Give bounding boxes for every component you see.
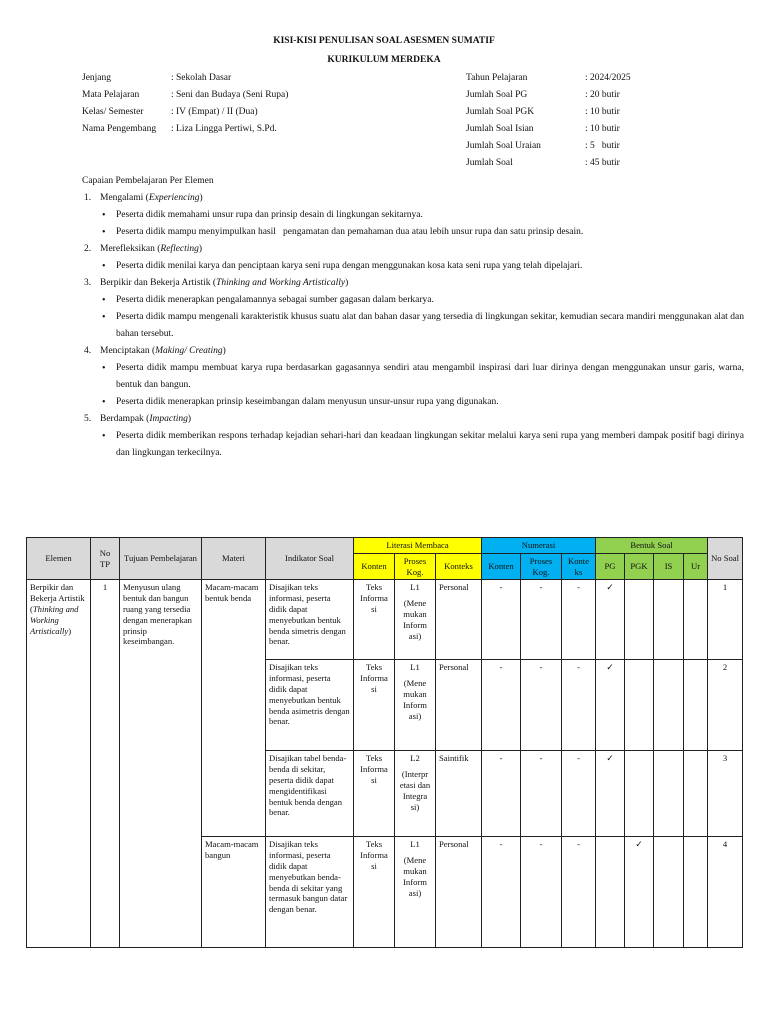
cp-point: • Peserta didik menerapkan pengalamannya sebagai sumber gagasan dalam berkarya. (82, 292, 744, 309)
cell-num-proses: - (521, 837, 562, 948)
cell-no-soal: 4 (708, 837, 743, 948)
cell-indikator: Disajikan teks informasi, peserta didik dapat menyebutkan benda-benda di sekitar yang termasuk bangun datar dengan benar. (266, 837, 354, 948)
header-no-tp: No TP (91, 538, 120, 580)
info-value: : Seni dan Budaya (Seni Rupa) (171, 90, 289, 100)
cell-pg-check: ✓ (596, 580, 625, 660)
cell-konten: Teks Informa si (354, 751, 395, 837)
cp-element-name: Berpikir dan Bekerja Artistik (Thinking and Working Artistically) (100, 278, 349, 288)
document-subtitle: KURIKULUM MERDEKA (327, 55, 441, 65)
cell-is (654, 837, 684, 948)
cell-pgk-check: ✓ (625, 837, 654, 948)
cell-num-konteks: - (562, 580, 596, 660)
info-value: : Liza Lingga Pertiwi, S.Pd. (171, 124, 277, 134)
cp-points (82, 360, 744, 411)
cp-point: • Peserta didik menilai karya dan penciptaan karya seni rupa dengan menggunakan kosa kata seni rupa yang telah dipelajari. (82, 258, 744, 275)
cell-pgk (625, 580, 654, 660)
info-label: Jumlah Soal PG (466, 90, 528, 100)
cp-heading: Capaian Pembelajaran Per Elemen (82, 176, 214, 186)
header-konten-num: Konten (482, 553, 521, 580)
info-row (466, 73, 631, 90)
cell-proses: L2 (Interpr etasi dan Integra si) (395, 751, 436, 837)
header-bentuk-soal: Bentuk Soal (596, 538, 708, 554)
cp-element (82, 275, 744, 292)
header-is: IS (654, 553, 684, 580)
header-ur: Ur (684, 553, 708, 580)
header-literasi: Literasi Membaca (354, 538, 482, 554)
info-row (82, 107, 288, 124)
cp-point: • Peserta didik mampu mengenali karakteristik khusus suatu alat dan bahan dasar yang tersedia di lingkungan sekitar, kemudian secara mandiri menggunakan alat dan bahan tersebut. (82, 309, 744, 343)
cp-element (82, 190, 744, 207)
cp-point: • Peserta didik memahami unsur rupa dan prinsip desain di lingkungan sekitarnya. (82, 207, 744, 224)
table-row (27, 580, 743, 660)
cell-pgk (625, 660, 654, 751)
info-row (82, 124, 288, 141)
cp-element-name: Menciptakan (Making/ Creating) (100, 346, 226, 356)
cell-num-konteks: - (562, 660, 596, 751)
cell-proses: L1 (Mene mukan Inform asi) (395, 580, 436, 660)
cell-konten: Teks Informa si (354, 660, 395, 751)
info-value: : 10 butir (585, 107, 620, 117)
cp-points (82, 258, 744, 275)
cp-point: • Peserta didik memberikan respons terhadap kejadian sehari-hari dan keadaan lingkungan sekitar melalui karya seni rupa yang memberi dampak positif bagi dirinya dan lingkungan terkecilnya. (82, 428, 744, 462)
info-left (82, 73, 288, 141)
cell-konteks: Saintifik (436, 751, 482, 837)
info-right (466, 73, 631, 175)
header-elemen: Elemen (27, 538, 91, 580)
info-value: : 20 butir (585, 90, 620, 100)
info-row (466, 124, 631, 141)
cell-tujuan: Menyusun ulang bentuk dan bangun ruang yang tersedia dengan menerapkan prinsip keseimbangan. (120, 580, 202, 948)
info-row (82, 73, 288, 90)
cell-ur (684, 751, 708, 837)
cell-proses: L1 (Mene mukan Inform asi) (395, 660, 436, 751)
cp-element-number: 2. (84, 244, 92, 254)
info-label: Jumlah Soal (466, 158, 513, 168)
cell-num-konten: - (482, 580, 521, 660)
cp-point: • Peserta didik mampu menyimpulkan hasil pengamatan dan pemahaman dua atau lebih unsur rupa dan satu prinsip desain. (82, 224, 744, 241)
cell-indikator: Disajikan teks informasi, peserta didik dapat menyebutkan bentuk benda asimetris dengan benar. (266, 660, 354, 751)
cp-element-number: 3. (84, 278, 92, 288)
header-indikator: Indikator Soal (266, 538, 354, 580)
cell-pg-check: ✓ (596, 751, 625, 837)
cell-pg-check: ✓ (596, 660, 625, 751)
cell-pgk (625, 751, 654, 837)
cp-points (82, 428, 744, 462)
info-label: Jumlah Soal Uraian (466, 141, 541, 151)
info-value: : 10 butir (585, 124, 620, 134)
cp-element-number: 5. (84, 414, 92, 424)
cell-num-proses: - (521, 751, 562, 837)
cp-element (82, 343, 744, 360)
info-row (466, 90, 631, 107)
info-value: : 5 butir (585, 141, 620, 151)
cell-ur (684, 837, 708, 948)
kisi-kisi-table (26, 537, 743, 948)
cell-konteks: Personal (436, 837, 482, 948)
cp-points (82, 207, 744, 241)
cell-proses: L1 (Mene mukan Inform asi) (395, 837, 436, 948)
header-proses: Proses Kog. (395, 553, 436, 580)
capaian-pembelajaran (82, 173, 744, 462)
cp-point: • Peserta didik menerapkan prinsip keseimbangan dalam menyusun unsur-unsur rupa yang digunakan. (82, 394, 744, 411)
info-value: : Sekolah Dasar (171, 73, 232, 83)
info-row (82, 90, 288, 107)
cp-element-name: Berdampak (Impacting) (100, 414, 192, 424)
cell-indikator: Disajikan teks informasi, peserta didik dapat menyebutkan bentuk benda simetris dengan benar. (266, 580, 354, 660)
info-value: : 2024/2025 (585, 73, 631, 83)
cp-element (82, 241, 744, 258)
cell-num-proses: - (521, 660, 562, 751)
header-konteks: Konteks (436, 553, 482, 580)
header-tujuan: Tujuan Pembelajaran (120, 538, 202, 580)
cp-points (82, 292, 744, 343)
header-pgk: PGK (625, 553, 654, 580)
cell-num-konten: - (482, 660, 521, 751)
cell-indikator: Disajikan tabel benda-benda di sekitar, peserta didik dapat mengidentifikasi bentuk benda dengan benar. (266, 751, 354, 837)
header-proses-num: Proses Kog. (521, 553, 562, 580)
header-materi: Materi (202, 538, 266, 580)
info-value: : 45 butir (585, 158, 620, 168)
info-label: Kelas/ Semester (82, 107, 144, 117)
cell-is (654, 660, 684, 751)
info-label: Tahun Pelajaran (466, 73, 528, 83)
header-konten: Konten (354, 553, 395, 580)
cell-konten: Teks Informa si (354, 580, 395, 660)
cell-num-konteks: - (562, 837, 596, 948)
cell-materi: Macam-macam bangun (202, 837, 266, 948)
cell-num-konteks: - (562, 751, 596, 837)
header-pg: PG (596, 553, 625, 580)
cell-ur (684, 660, 708, 751)
cell-num-konten: - (482, 837, 521, 948)
cell-num-konten: - (482, 751, 521, 837)
info-value: : IV (Empat) / II (Dua) (171, 107, 258, 117)
cell-materi: Macam-macam bentuk benda (202, 580, 266, 837)
cell-no-tp: 1 (91, 580, 120, 948)
cell-konteks: Personal (436, 660, 482, 751)
cell-pg (596, 837, 625, 948)
cp-element-name: Merefleksikan (Reflecting) (100, 244, 203, 254)
cell-no-soal: 3 (708, 751, 743, 837)
cell-konten: Teks Informa si (354, 837, 395, 948)
cell-elemen: Berpikir dan Bekerja Artistik (Thinking and Working Artistically) (27, 580, 91, 948)
info-row (466, 107, 631, 124)
cell-no-soal: 2 (708, 660, 743, 751)
cell-num-proses: - (521, 580, 562, 660)
cp-element (82, 411, 744, 428)
header-no-soal: No Soal (708, 538, 743, 580)
cp-element-number: 1. (84, 193, 92, 203)
cp-element-number: 4. (84, 346, 92, 356)
table-header-row (27, 538, 743, 554)
info-label: Jenjang (82, 73, 112, 83)
document-title: KISI-KISI PENULISAN SOAL ASESMEN SUMATIF (273, 36, 495, 46)
info-label: Jumlah Soal Isian (466, 124, 534, 134)
header-numerasi: Numerasi (482, 538, 596, 554)
info-label: Nama Pengembang (82, 124, 157, 134)
cell-no-soal: 1 (708, 580, 743, 660)
info-row (466, 141, 631, 158)
cell-is (654, 580, 684, 660)
header-konteks-num: Konte ks (562, 553, 596, 580)
info-label: Mata Pelajaran (82, 90, 140, 100)
cell-is (654, 751, 684, 837)
cell-konteks: Personal (436, 580, 482, 660)
cp-element-name: Mengalami (Experiencing) (100, 193, 203, 203)
info-label: Jumlah Soal PGK (466, 107, 535, 117)
cp-point: • Peserta didik mampu membuat karya rupa berdasarkan gagasannya sendiri atau mengambil inspirasi dari luar dirinya dengan menggunakan unsur garis, warna, bentuk dan bangun. (82, 360, 744, 394)
cell-ur (684, 580, 708, 660)
